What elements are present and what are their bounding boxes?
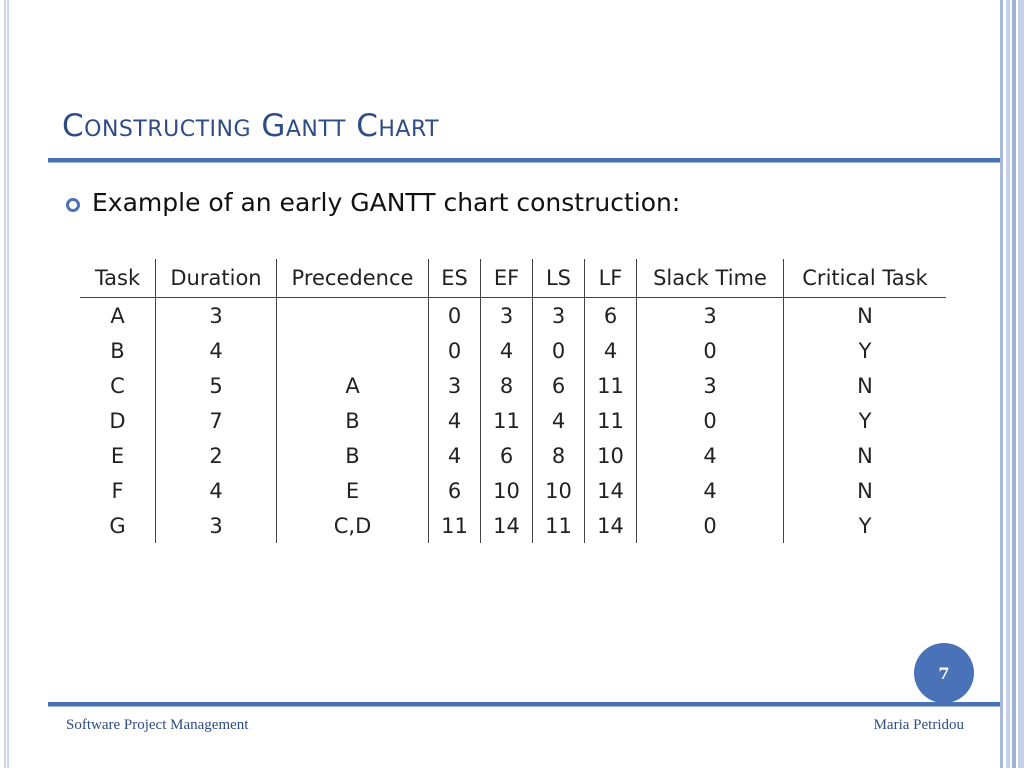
table-header-row [80,259,946,298]
slide-title: Constructing Gantt Chart [62,108,440,144]
gantt-task-table [80,259,946,543]
table-row [80,333,946,368]
cell-lf: 6 [585,298,637,334]
cell-precedence [277,298,429,334]
table-row [80,438,946,473]
page-number: 7 [938,663,950,683]
footer-course-title: Software Project Management [66,717,249,733]
cell-slack-time: 0 [637,333,784,368]
cell-duration: 7 [156,403,277,438]
cell-task: A [110,303,125,328]
right-edge-decoration [976,0,1024,768]
cell-es: 0 [429,298,481,334]
cell-ls: 0 [533,333,585,368]
cell-ef: 11 [481,403,533,438]
cell-lf: 14 [585,508,637,543]
header-es: ES [429,259,481,298]
cell-lf: 10 [585,438,637,473]
cell-critical-task: Y [784,333,947,368]
cell-slack-time: 3 [637,298,784,334]
cell-ef: 4 [481,333,533,368]
header-task: Task [80,259,156,298]
cell-es: 0 [429,333,481,368]
cell-ef: 10 [481,473,533,508]
left-edge-decoration [0,0,9,768]
cell-ls: 8 [533,438,585,473]
header-slack-time: Slack Time [637,259,784,298]
cell-task: B [110,338,125,363]
cell-lf: 4 [585,333,637,368]
header-critical-task: Critical Task [784,259,947,298]
cell-lf: 14 [585,473,637,508]
cell-duration: 3 [156,508,277,543]
cell-critical-task: Y [784,508,947,543]
header-ef: EF [481,259,533,298]
cell-duration: 2 [156,438,277,473]
cell-slack-time: 0 [637,403,784,438]
cell-es: 4 [429,438,481,473]
cell-task: D [109,408,126,433]
cell-precedence: A [277,368,429,403]
header-ls: LS [533,259,585,298]
cell-es: 4 [429,403,481,438]
bullet-icon [66,198,80,212]
cell-critical-task: N [784,298,947,334]
page-number-badge [914,643,974,703]
cell-precedence: E [277,473,429,508]
header-precedence: Precedence [277,259,429,298]
cell-slack-time: 0 [637,508,784,543]
cell-task: F [111,478,124,503]
cell-ls: 6 [533,368,585,403]
footer-divider-shadow [48,706,1000,707]
cell-duration: 5 [156,368,277,403]
cell-task: E [110,443,125,468]
cell-ef: 8 [481,368,533,403]
cell-ls: 4 [533,403,585,438]
cell-lf: 11 [585,403,637,438]
cell-ls: 10 [533,473,585,508]
table-row [80,473,946,508]
cell-ef: 3 [481,298,533,334]
header-lf: LF [585,259,637,298]
cell-task: C [110,373,125,398]
footer-author: Maria Petridou [873,717,964,733]
cell-ls: 3 [533,298,585,334]
cell-duration: 4 [156,473,277,508]
cell-es: 11 [429,508,481,543]
cell-precedence [277,333,429,368]
table-row [80,368,946,403]
cell-duration: 3 [156,298,277,334]
cell-ls: 11 [533,508,585,543]
cell-precedence: B [277,438,429,473]
cell-critical-task: N [784,438,947,473]
title-divider-shadow [48,162,1000,163]
header-duration: Duration [156,259,277,298]
table-row [80,298,946,334]
table-row [80,508,946,543]
cell-task: G [109,513,126,538]
cell-critical-task: Y [784,403,947,438]
table-row [80,403,946,438]
cell-lf: 11 [585,368,637,403]
bullet-text: Example of an early GANTT chart construction: [92,188,681,217]
cell-slack-time: 4 [637,473,784,508]
cell-precedence: B [277,403,429,438]
cell-es: 3 [429,368,481,403]
cell-critical-task: N [784,473,947,508]
cell-precedence: C,D [277,508,429,543]
cell-ef: 14 [481,508,533,543]
cell-slack-time: 3 [637,368,784,403]
cell-ef: 6 [481,438,533,473]
cell-duration: 4 [156,333,277,368]
cell-critical-task: N [784,368,947,403]
cell-slack-time: 4 [637,438,784,473]
cell-es: 6 [429,473,481,508]
